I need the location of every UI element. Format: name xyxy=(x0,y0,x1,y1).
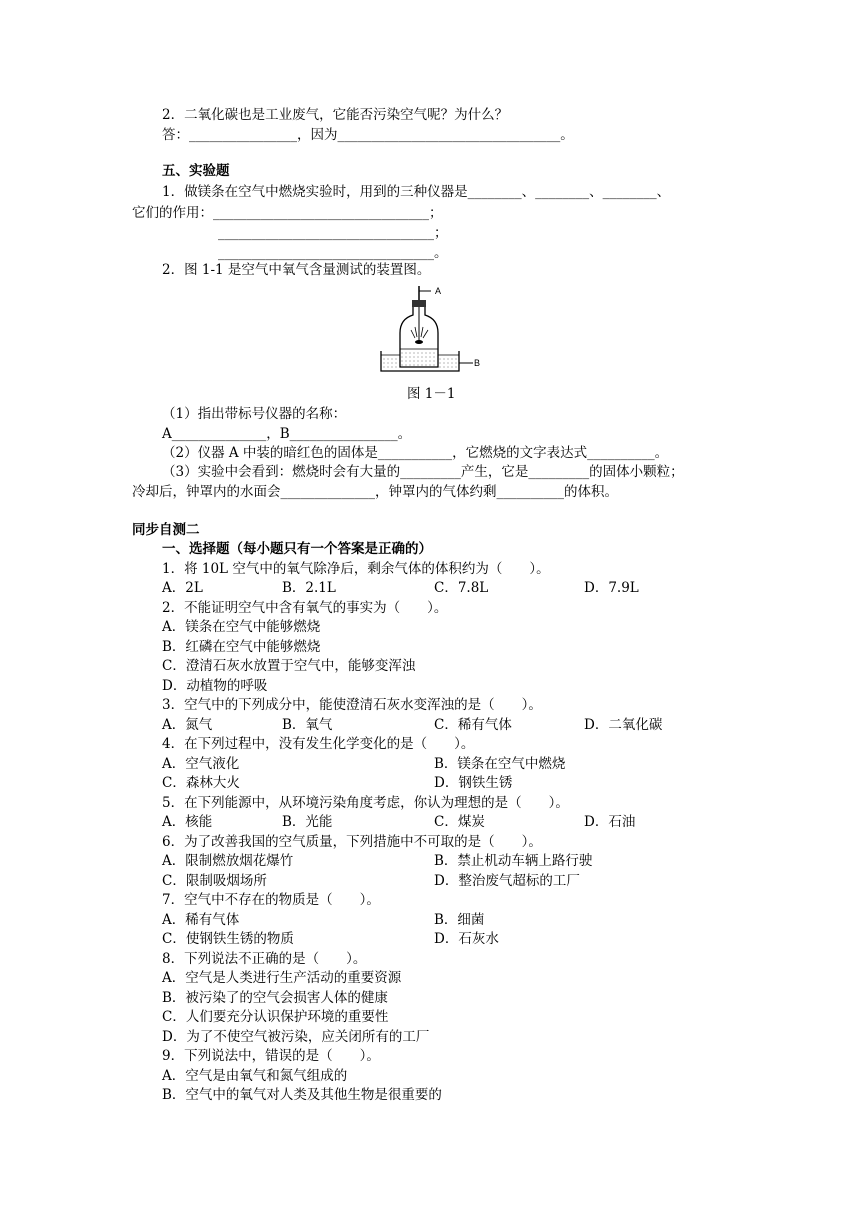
option: C．使钢铁生锈的物质 xyxy=(162,931,294,947)
option: A．氮气 xyxy=(162,717,213,733)
option: D．石油 xyxy=(584,814,636,830)
option: A．2L xyxy=(162,580,203,596)
option: B．细菌 xyxy=(434,912,485,928)
question-text: 2．不能证明空气中含有氧气的事实为（ ）。 xyxy=(162,600,448,616)
option: D．整治废气超标的工厂 xyxy=(434,873,580,889)
option: C．人们要充分认识保护环境的重要性 xyxy=(162,1009,389,1025)
question-text: 4．在下列过程中，没有发生化学变化的是（ ）。 xyxy=(162,736,475,752)
option: B．红磷在空气中能够燃烧 xyxy=(162,639,321,655)
label-b: B xyxy=(474,358,481,368)
option: C．森林大火 xyxy=(162,775,240,791)
question-text: 6．为了改善我国的空气质量，下列措施中不可取的是（ ）。 xyxy=(162,834,542,850)
option: A．稀有气体 xyxy=(162,912,240,928)
option: B．禁止机动车辆上路行驶 xyxy=(434,853,593,869)
option: D．钢铁生锈 xyxy=(434,775,513,791)
option: D．石灰水 xyxy=(434,931,499,947)
question-text: 1．做镁条在空气中燃烧实验时，用到的三种仪器是________、________、________、 xyxy=(162,184,671,200)
question-text: （3）实验中会看到：燃烧时会有大量的_________产生，它是_________的固体小颗粒； xyxy=(162,464,684,480)
option: A．空气液化 xyxy=(162,756,240,772)
question-text: 3．空气中的下列成分中，能使澄清石灰水变浑浊的是（ ）。 xyxy=(162,697,542,713)
option: C．澄清石灰水放置于空气中，能够变浑浊 xyxy=(162,658,416,674)
section-heading: 同步自测二 xyxy=(132,522,200,538)
question-text: （1）指出带标号仪器的名称： xyxy=(162,406,347,422)
question-text: 2．二氧化碳也是工业废气，它能否污染空气呢？为什么？ xyxy=(162,107,509,123)
question-text: 8．下列说法不正确的是（ ）。 xyxy=(162,951,367,967)
question-text: 5．在下列能源中，从环境污染角度考虑，你认为理想的是（ ）。 xyxy=(162,795,569,811)
answer-line: A______________，B________________。 xyxy=(162,426,412,442)
option: A．空气是由氧气和氮气组成的 xyxy=(162,1068,348,1084)
question-text: 7．空气中不存在的物质是（ ）。 xyxy=(162,892,380,908)
option: A．空气是人类进行生产活动的重要资源 xyxy=(162,970,402,986)
question-text: 2．图 1-1 是空气中氧气含量测试的装置图。 xyxy=(162,262,431,278)
option: A．限制燃放烟花爆竹 xyxy=(162,853,294,869)
question-text: 它们的作用：________________________________； xyxy=(132,205,443,221)
question-text: 9．下列说法中，错误的是（ ）。 xyxy=(162,1048,380,1064)
section-heading: 五、实验题 xyxy=(162,163,230,179)
option: B．2.1L xyxy=(282,580,336,596)
option: C．限制吸烟场所 xyxy=(162,873,267,889)
question-text: 1．将 10L 空气中的氧气除净后，剩余气体的体积约为（ ）。 xyxy=(162,561,550,577)
blank-line: ________________________________； xyxy=(218,225,448,241)
option: D．二氧化碳 xyxy=(584,717,663,733)
question-text: （2）仪器 A 中装的暗红色的固体是___________，它燃烧的文字表达式__________。 xyxy=(162,445,669,461)
figure-caption: 图 1－1 xyxy=(407,386,456,402)
option: B．光能 xyxy=(282,814,333,830)
option: A．镁条在空气中能够燃烧 xyxy=(162,619,321,635)
option: C．7.8L xyxy=(434,580,489,596)
answer-line: 答：________________，因为_________________________________。 xyxy=(162,127,574,143)
question-text: 冷却后，钟罩内的水面会______________，钟罩内的气体约剩__________的体积。 xyxy=(132,484,618,500)
section-heading: 一、选择题（每小题只有一个答案是正确的） xyxy=(162,541,432,557)
label-a: A xyxy=(435,286,442,296)
option: C．稀有气体 xyxy=(434,717,512,733)
option: D．为了不使空气被污染，应关闭所有的工厂 xyxy=(162,1029,430,1045)
blank-line: ________________________________。 xyxy=(218,245,448,261)
option: B．空气中的氧气对人类及其他生物是很重要的 xyxy=(162,1087,442,1103)
option: B．被污染了的空气会损害人体的健康 xyxy=(162,990,388,1006)
option: D．动植物的呼吸 xyxy=(162,678,268,694)
option: D．7.9L xyxy=(584,580,639,596)
apparatus-figure xyxy=(373,283,483,383)
option: B．氧气 xyxy=(282,717,333,733)
option: C．煤炭 xyxy=(434,814,485,830)
option: A．核能 xyxy=(162,814,213,830)
option: B．镁条在空气中燃烧 xyxy=(434,756,566,772)
